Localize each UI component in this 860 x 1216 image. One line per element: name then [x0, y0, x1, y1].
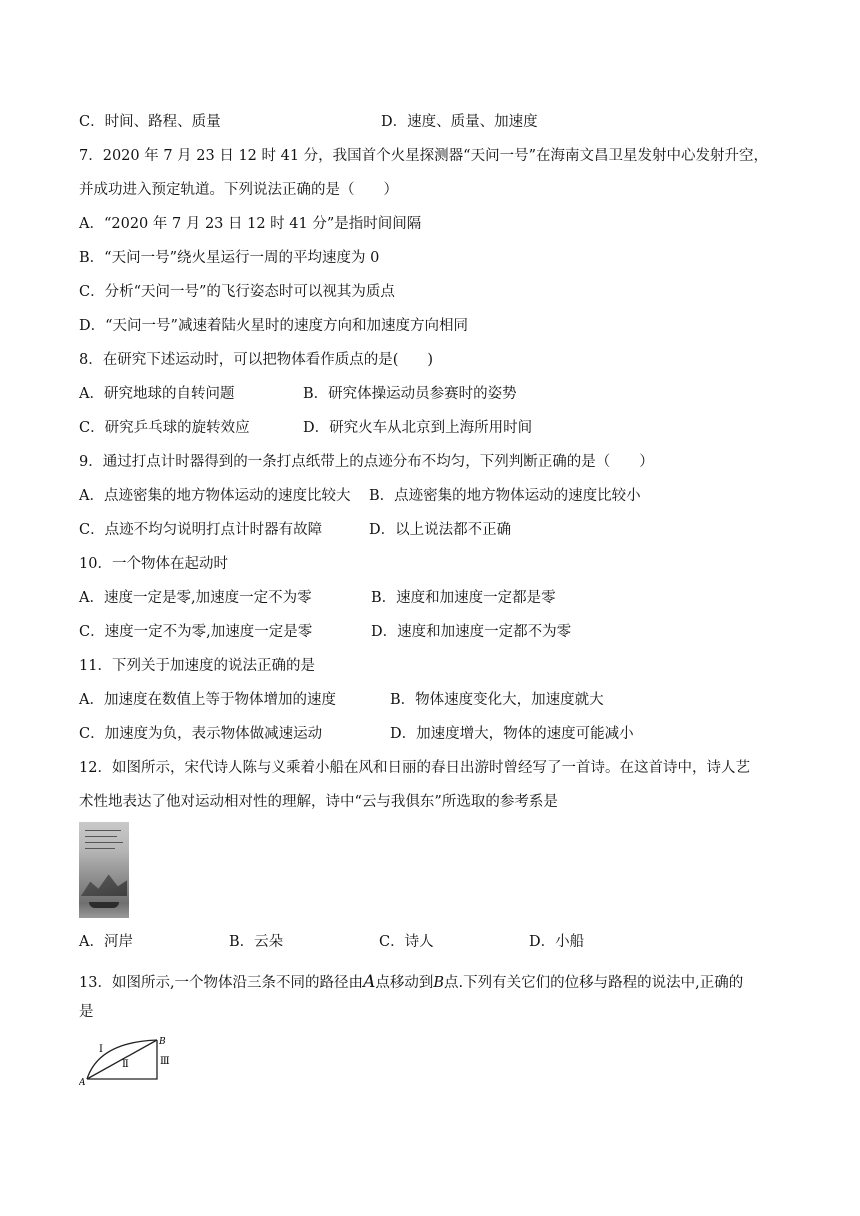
stem-text: 点.下列有关它们的位移与路程的说法中,正确的	[444, 975, 744, 991]
question-11-option-d: D．加速度增大，物体的速度可能减小	[390, 726, 634, 742]
label-point-a: A	[79, 1078, 86, 1086]
question-10-option-b: B．速度和加速度一定都是零	[371, 590, 556, 606]
question-7-stem-line1: 7．2020 年 7 月 23 日 12 时 41 分，我国首个火星探测器“天问一号”在海南文昌卫星发射中心发射升空，	[79, 148, 769, 164]
poem-landscape-image	[79, 822, 129, 918]
question-7-stem-line2: 并成功进入预定轨道。下列说法正确的是（ ）	[79, 182, 398, 198]
question-7-option-c: C．分析“天问一号”的飞行姿态时可以视其为质点	[79, 284, 395, 300]
option-c: C．时间、路程、质量	[79, 114, 221, 130]
question-12-option-c: C．诗人	[379, 934, 434, 950]
question-12-option-d: D．小船	[529, 934, 585, 950]
question-13-stem-line2: 是	[79, 1004, 94, 1020]
question-12-option-a: A．河岸	[79, 934, 133, 950]
path-diagram	[79, 1036, 189, 1086]
question-11-stem: 11．下列关于加速度的说法正确的是	[79, 658, 315, 674]
question-7-option-b: B．“天问一号”绕火星运行一周的平均速度为 0	[79, 250, 380, 266]
label-path-2: Ⅱ	[122, 1059, 129, 1070]
question-8-option-c: C．研究乒乓球的旋转效应	[79, 420, 250, 436]
label-path-1: Ⅰ	[99, 1044, 103, 1055]
question-12-stem-line1: 12．如图所示，宋代诗人陈与义乘着小船在风和日丽的春日出游时曾经写了一首诗。在这首诗中，诗人艺	[79, 760, 750, 776]
option-d: D．速度、质量、加速度	[381, 114, 538, 130]
question-9-option-c: C．点迹不均匀说明打点计时器有故障	[79, 522, 323, 538]
question-8-option-b: B．研究体操运动员参赛时的姿势	[303, 386, 517, 402]
question-7-option-a: A．“2020 年 7 月 23 日 12 时 41 分”是指时间间隔	[79, 216, 422, 232]
question-11-option-b: B．物体速度变化大，加速度就大	[390, 692, 604, 708]
question-9-option-b: B．点迹密集的地方物体运动的速度比较小	[369, 488, 641, 504]
variable-a: A	[363, 972, 376, 992]
question-10-option-c: C．速度一定不为零,加速度一定是零	[79, 624, 313, 640]
question-8-option-d: D．研究火车从北京到上海所用时间	[303, 420, 533, 436]
stem-text: 点移动到	[375, 975, 434, 991]
variable-b: B	[433, 975, 444, 991]
question-8-stem: 8．在研究下述运动时，可以把物体看作质点的是( )	[79, 352, 434, 368]
question-8-option-a: A．研究地球的自转问题	[79, 386, 235, 402]
stem-text: 13．如图所示,一个物体沿三条不同的路径由	[79, 975, 364, 991]
question-10-stem: 10．一个物体在起动时	[79, 556, 228, 572]
question-9-option-d: D．以上说法都不正确	[369, 522, 512, 538]
question-10-option-a: A．速度一定是零,加速度一定不为零	[79, 590, 312, 606]
question-11-option-a: A．加速度在数值上等于物体增加的速度	[79, 692, 336, 708]
question-9-stem: 9．通过打点计时器得到的一条打点纸带上的点迹分布不均匀，下列判断正确的是（ ）	[79, 454, 654, 470]
label-path-3: Ⅲ	[160, 1056, 170, 1067]
label-point-b: B	[159, 1037, 166, 1047]
question-9-option-a: A．点迹密集的地方物体运动的速度比较大	[79, 488, 351, 504]
question-12-option-b: B．云朵	[229, 934, 284, 950]
question-10-option-d: D．速度和加速度一定都不为零	[371, 624, 572, 640]
question-12-stem-line2: 术性地表达了他对运动相对性的理解，诗中“云与我俱东”所选取的参考系是	[79, 794, 558, 810]
question-13-stem-line1	[79, 972, 743, 993]
question-7-option-d: D．“天问一号”减速着陆火星时的速度方向和加速度方向相同	[79, 318, 468, 334]
question-11-option-c: C．加速度为负，表示物体做减速运动	[79, 726, 323, 742]
